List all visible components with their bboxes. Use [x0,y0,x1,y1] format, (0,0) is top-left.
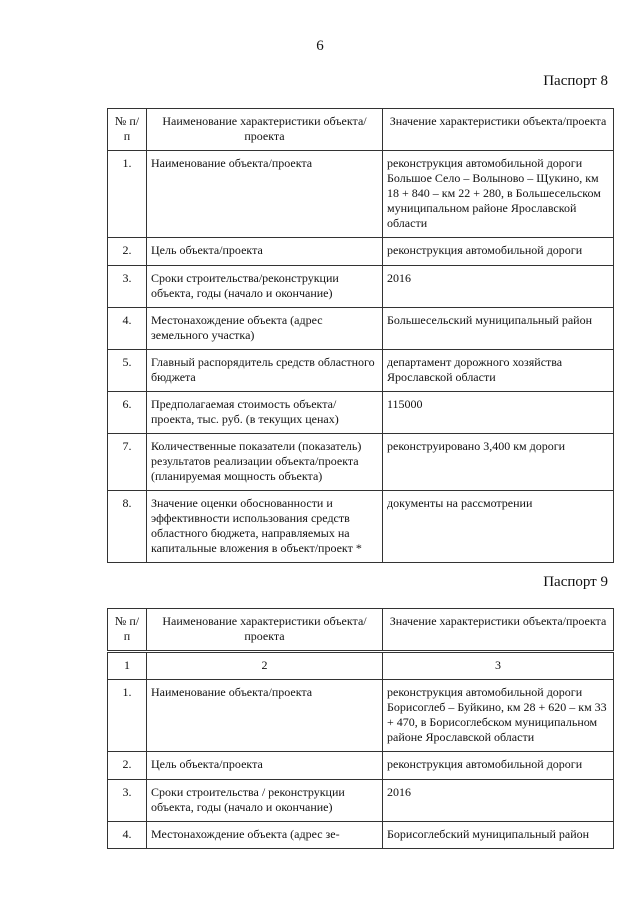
table-row [108,151,614,238]
table-row [108,434,614,491]
row-name: Сроки строительства / реконструкции объекта, годы (начало и окончание) [147,780,383,822]
row-value: департамент дорожного хозяйства Ярославской области [383,350,614,392]
row-name: Количественные показатели (показатель) результатов реализации объекта/проекта (планируемая мощность объекта) [147,434,383,491]
passport-9-title: Паспорт 9 [543,574,608,590]
row-num: 1. [108,680,147,752]
row-value: реконструкция автомобильной дороги [383,752,614,780]
row-name: Сроки строительства/реконструкции объекта, годы (начало и окончание) [147,266,383,308]
table-row [108,780,614,822]
row-value: Большесельский муниципальный район [383,308,614,350]
row-value: реконструировано 3,400 км дороги [383,434,614,491]
row-num: 3. [108,266,147,308]
column-number: 2 [147,652,383,680]
row-name: Значение оценки обоснованности и эффективности использования средств областного бюджета, направляемых на капитальные вложения в объект/проект * [147,491,383,563]
passport-9-table [107,608,614,849]
passport-8-table [107,108,614,563]
row-num: 4. [108,822,147,849]
page-number: 6 [316,38,324,54]
table-header-row [108,109,614,151]
row-name: Цель объекта/проекта [147,752,383,780]
header-num: № п/п [108,609,147,652]
column-number: 1 [108,652,147,680]
row-value: Борисоглебский муниципальный район [383,822,614,849]
row-num: 7. [108,434,147,491]
row-num: 8. [108,491,147,563]
row-value: документы на рассмотрении [383,491,614,563]
row-value: реконструкция автомобильной дороги Большое Село – Волыново – Щукино, км 18 + 840 – км 22 + 280, в Большесельском муниципальном районе Ярославской области [383,151,614,238]
row-num: 2. [108,752,147,780]
header-value: Значение характеристики объекта/проекта [383,609,614,652]
row-name: Наименование объекта/проекта [147,680,383,752]
row-name: Цель объекта/проекта [147,238,383,266]
row-value: реконструкция автомобильной дороги [383,238,614,266]
row-name: Главный распорядитель средств областного бюджета [147,350,383,392]
row-value: реконструкция автомобильной дороги Борисоглеб – Буйкино, км 28 + 620 – км 33 + 470, в Борисоглебском муниципальном районе Ярославской области [383,680,614,752]
row-num: 2. [108,238,147,266]
row-num: 1. [108,151,147,238]
table-row [108,491,614,563]
row-name: Местонахождение объекта (адрес земельного участка) [147,308,383,350]
table-row [108,822,614,849]
column-number-row [108,652,614,680]
row-value: 2016 [383,780,614,822]
table-row [108,266,614,308]
header-name: Наименование характеристики объекта/проекта [147,609,383,652]
table-row [108,392,614,434]
row-name: Предполагаемая стоимость объекта/проекта, тыс. руб. (в текущих ценах) [147,392,383,434]
row-num: 6. [108,392,147,434]
header-value: Значение характеристики объекта/проекта [383,109,614,151]
table-row [108,752,614,780]
row-num: 4. [108,308,147,350]
column-number: 3 [383,652,614,680]
table-row [108,238,614,266]
table-row [108,350,614,392]
row-name: Наименование объекта/проекта [147,151,383,238]
table-row [108,308,614,350]
header-name: Наименование характеристики объекта/проекта [147,109,383,151]
table-header-row [108,609,614,652]
passport-8-title: Паспорт 8 [543,73,608,89]
row-name: Местонахождение объекта (адрес зе- [147,822,383,849]
table-row [108,680,614,752]
row-value: 115000 [383,392,614,434]
header-num: № п/п [108,109,147,151]
row-num: 5. [108,350,147,392]
row-num: 3. [108,780,147,822]
row-value: 2016 [383,266,614,308]
